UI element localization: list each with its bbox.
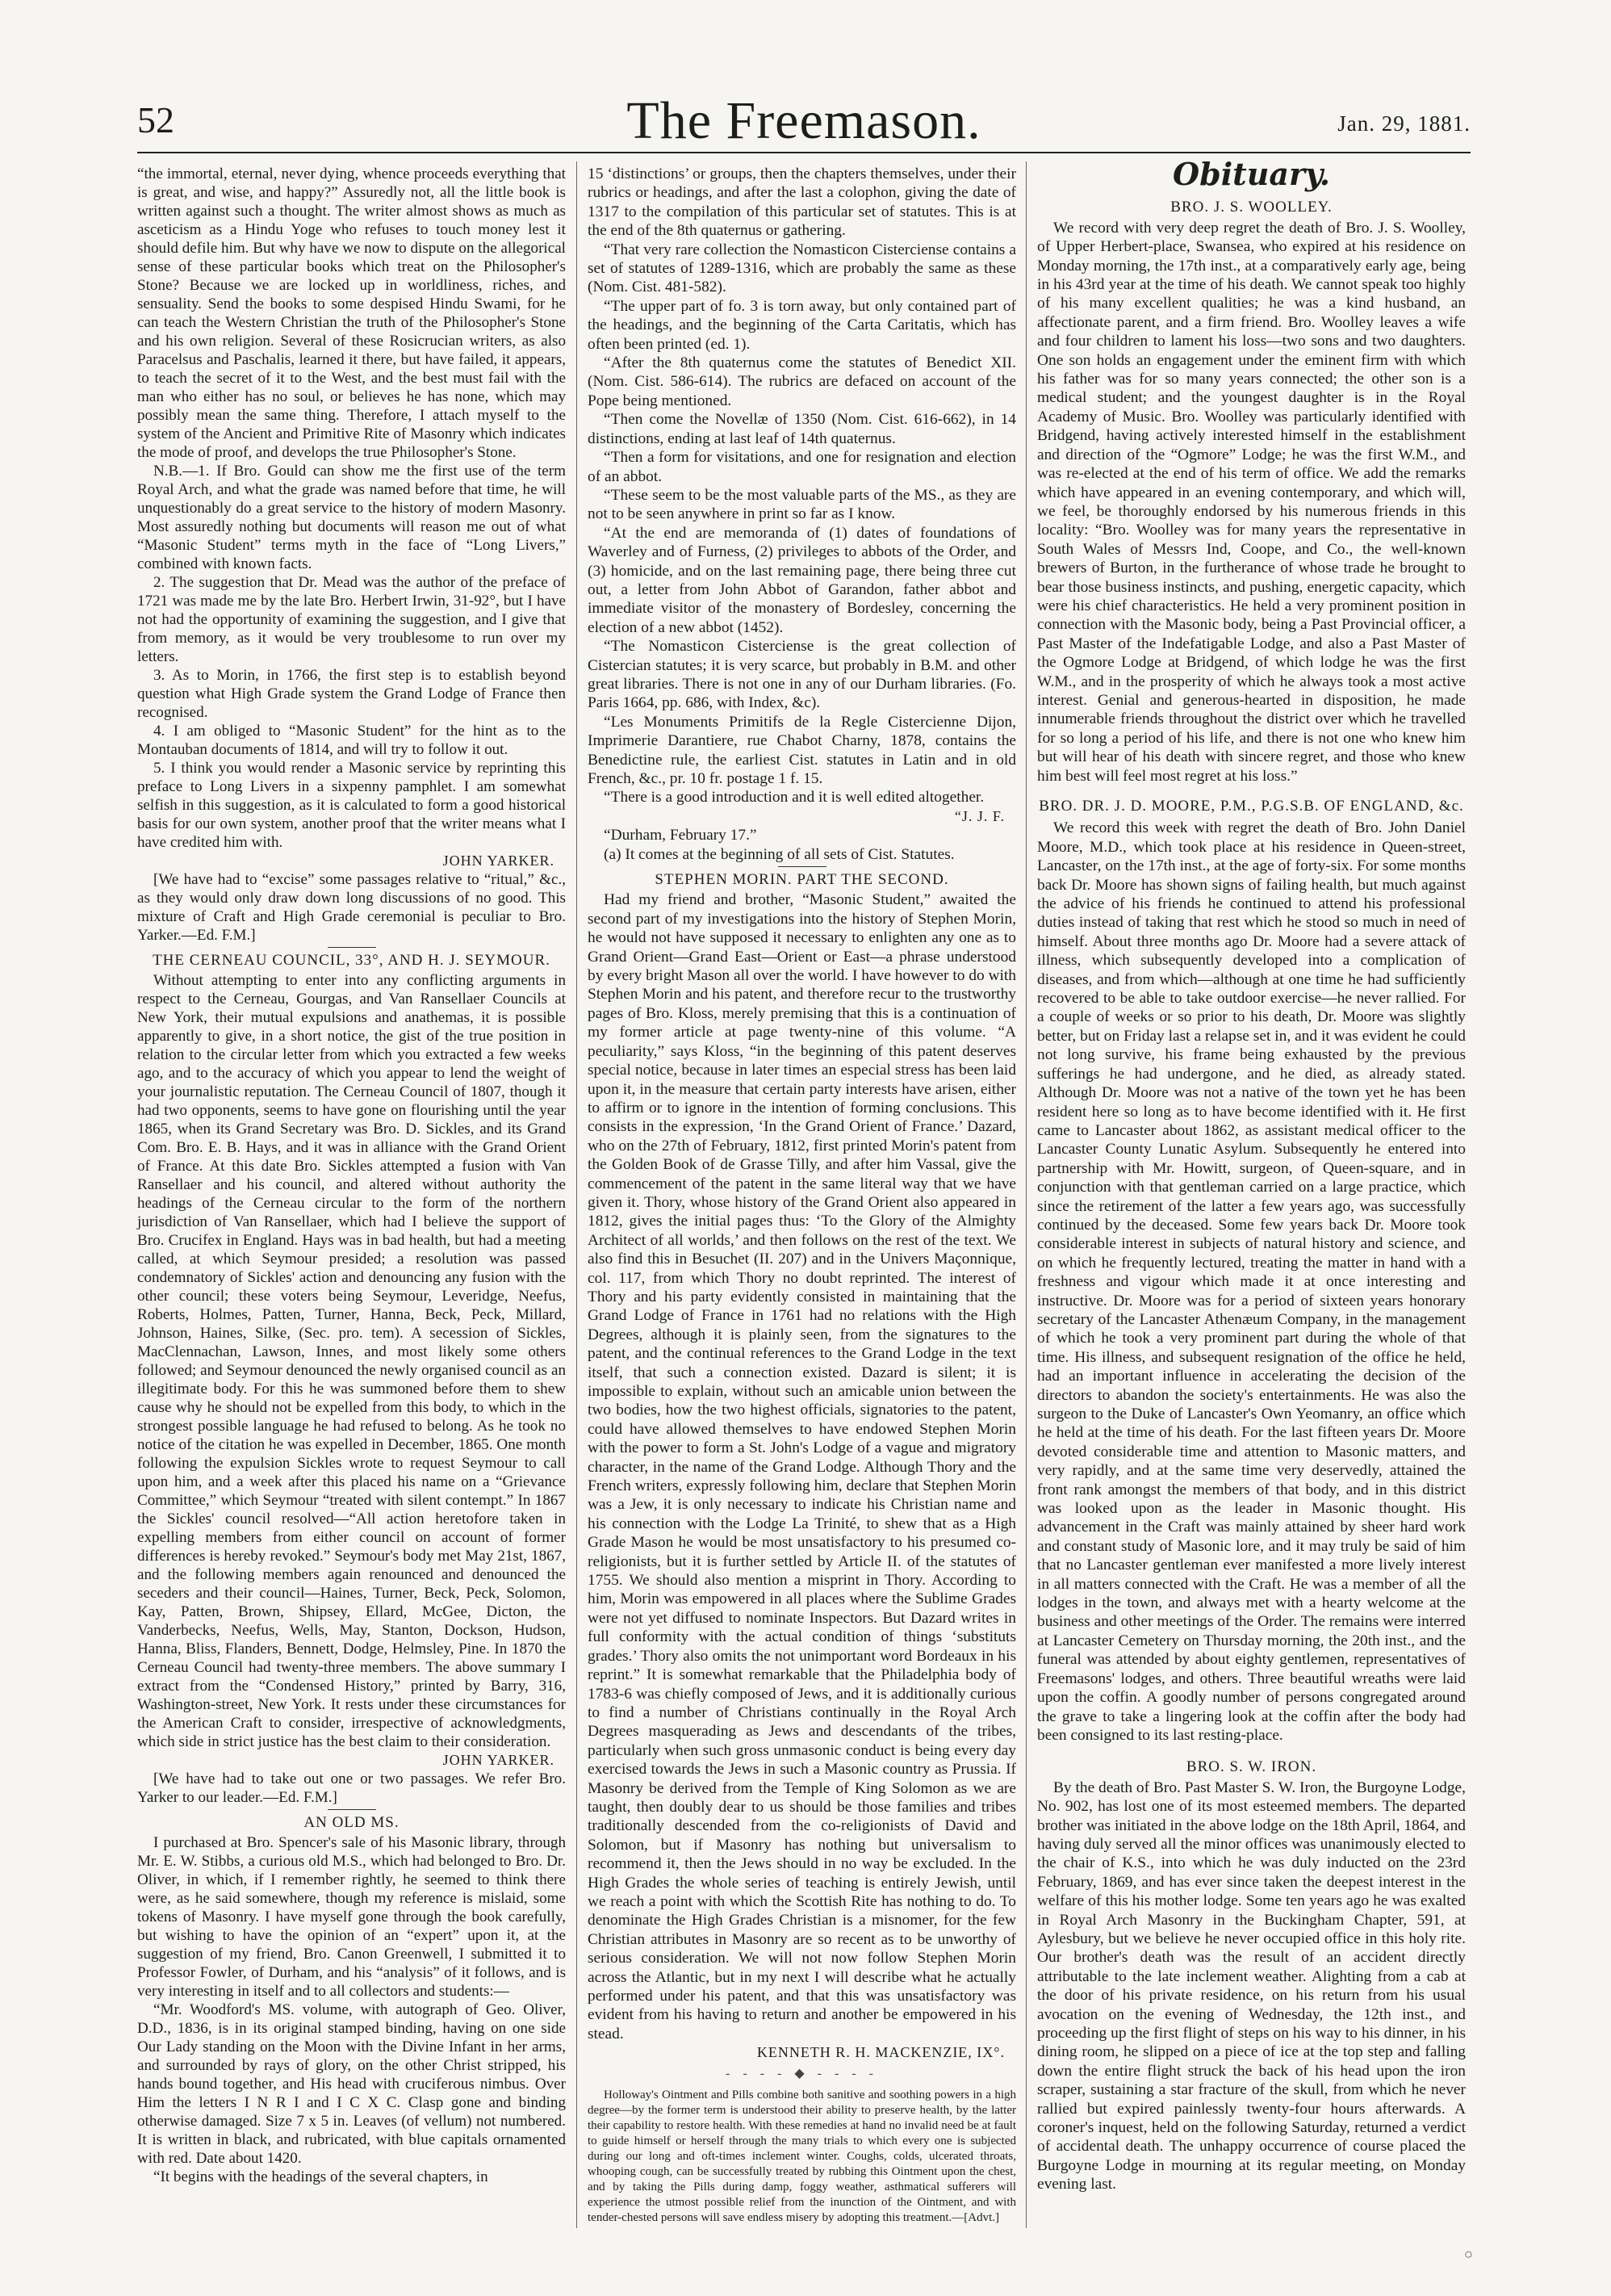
column-left <box>137 165 566 2186</box>
article-paragraph: 3. As to Morin, in 1766, the first step is to establish beyond question what High Grade system the Grand Lodge of France then recognised. <box>137 667 566 721</box>
article-paragraph: “These seem to be the most valuable parts of the MS., as they are not to be seen anywhere in print so far as I know. <box>588 486 1016 523</box>
masthead <box>137 90 1471 150</box>
newspaper-title: The Freemason. <box>626 91 981 150</box>
article-paragraph: “Les Monuments Primitifs de la Regle Cistercienne Dijon, Imprimerie Darantiere, rue Chabot Charny, 1878, contains the Benedictine rule, the earliest Cist. statutes in Latin and in old French, &c., pr. 10 fr. postage 1 f. 15. <box>588 713 1016 787</box>
article-paragraph: “The Nomasticon Cisterciense is the great collection of Cistercian statutes; it is very scarce, but probably in B.M. and other great libraries. There is not one in any of our Durham libraries. (Fo. Paris 1664, pp. 686, with Index, &c). <box>588 638 1016 712</box>
author-signature: JOHN YARKER. <box>442 853 554 869</box>
article-paragraph: “At the end are memoranda of (1) dates of foundations of Waverley and of Furness, (2) privileges to abbots of the Order, and (3) homicide, and on the last remaining page, there being three cut out, a letter from John Abbot of Garandon, father abbot and immediate visitor of the monastery of Bordesley, concerning the election of a new abbot (1452). <box>588 524 1016 636</box>
issue-date: Jan. 29, 1881. <box>1337 111 1471 136</box>
article-heading: BRO. J. S. WOOLLEY. <box>1170 199 1333 216</box>
article-paragraph: “The upper part of fo. 3 is torn away, but only contained part of the headings, and the beginning of the Carta Caritatis, which has often been printed (ed. 1). <box>588 297 1016 353</box>
article-paragraph: 4. I am obliged to “Masonic Student” for the hint as to the Montauban documents of 1814, and will try to follow it out. <box>137 723 566 758</box>
editor-note: [We have had to “excise” some passages relative to “ritual,” &c., as they would only draw down long discussions of no good. This mixture of Craft and High Grade ceremonial is peculiar to Bro. Yarker.—Ed. F.M.] <box>137 871 566 944</box>
article-heading: BRO. S. W. IRON. <box>1186 1758 1317 1776</box>
article-paragraph: “That very rare collection the Nomasticon Cisterciense contains a set of statutes of 1289-1316, which are probably the same as these (Nom. Cist. 481-582). <box>588 241 1016 296</box>
article-heading: STEPHEN MORIN. PART THE SECOND. <box>655 871 949 889</box>
article-heading: THE CERNEAU COUNCIL, 33°, AND H. J. SEYMOUR. <box>153 952 550 969</box>
editor-note: [We have had to take out one or two passages. We refer Bro. Yarker to our leader.—Ed. F.M.] <box>137 1770 566 1806</box>
section-divider <box>328 1809 376 1810</box>
article-paragraph: “It begins with the headings of the several chapters, in <box>153 2168 488 2185</box>
section-divider <box>778 866 826 867</box>
article-paragraph: “Then a form for visitations, and one for resignation and election of an abbot. <box>588 449 1016 485</box>
article-paragraph: We record this week with regret the death of Bro. John Daniel Moore, M.D., which took place at his residence in Queen-street, Lancaster, on the 17th inst., at the age of forty-six. For some months back Dr. Moore has shown signs of failing health, but much against the advice of his friends he continued to attend his professional duties instead of taking that rest which he stood so much in need of himself. About three months ago Dr. Moore had a severe attack of illness, which subsequently developed into a complication of diseases, and from which—although at one time he had sufficiently recovered to be able to take outdoor exercise—he never rallied. For a couple of weeks or so prior to his death, Dr. Moore was slightly better, but on Friday last a relapse set in, and it was evident he could not long survive, his frame being exhausted by the previous sufferings he had undergone, and he died, as already stated. Although Dr. Moore was not a native of the town yet he has been resident here so long as to have become identified with it. He first came to Lancaster about 1862, as assistant medical officer to the Lancaster County Lunatic Asylum. Subsequently he entered into partnership with Mr. Howitt, surgeon, of Queen-square, and in conjunction with that gentleman carried on a large practice, which since the retirement of the latter a few years ago, was successfully continued by the deceased. Some few years back Dr. Moore took considerable interest in subjects of natural history and science, and on which he frequently lectured, treating the matter in hand with a freshness and vigour which made it at once interesting and instructive. Dr. Moore was for a period of sixteen years honorary secretary of the Lancaster Athenæum Company, in the management of which he took a very prominent part during the whole of that time. His illness, and subsequent resignation of the office he held, had an important influence in accelerating the decision of the directors to abandon the society's entertainments. He was also the surgeon to the Duke of Lancaster's Own Yeomanry, an office which he held at the time of his death. For the last fifteen years Dr. Moore devoted considerable time and attention to Masonic matters, and very rapidly, and at the same time very deservedly, attained the front rank amongst the members of that body, and in this district was looked upon as the leader in Masonic thought. His advancement in the Craft was mainly attained by sheer hard work and constant study of Masonic lore, and it may truly be said of him that no Lancaster gentleman ever manifested a more lively interest in all matters connected with the Craft. He was a member of all the lodges in the town, and always met with a hearty welcome at the business and other meetings of the Order. The remains were interred at Lancaster Cemetery on Thursday morning, the 20th inst., and the funeral was attended by about eighty gentlemen, representatives of Freemasons' lodges, and others. Three beautiful wreaths were laid upon the coffin. A goodly number of persons congregated around the grave to take a lingering look at the coffin after the body had been consigned to its last resting-place. <box>1037 819 1466 1744</box>
masthead-rule <box>137 152 1471 153</box>
obituary-title: Obituary. <box>1173 156 1330 192</box>
page-number: 52 <box>137 99 174 140</box>
ornament-divider: - - - - ◆ - - - - <box>726 2066 878 2080</box>
column-divider <box>1026 161 1027 2228</box>
article-heading: BRO. DR. J. D. MOORE, P.M., P.G.S.B. OF ENGLAND, &c. <box>1039 798 1464 815</box>
column-divider <box>576 161 577 2228</box>
author-signature: “J. J. F. <box>954 807 1005 824</box>
page-mark: ○ <box>1464 2246 1473 2262</box>
column-right <box>1037 156 1466 2194</box>
article-paragraph: We record with very deep regret the death of Bro. J. S. Woolley, of Upper Herbert-place, Swansea, who expired at his residence on Monday morning, the 17th inst., at a comparatively early age, being in his 43rd year at the time of his death. We cannot speak too highly of his many excellent qualities; he was a kind husband, an affectionate parent, and a firm friend. Bro. Woolley leaves a wife and four children to lament his loss—two sons and two daughters. One son holds an engagement under the eminent firm with which his father was for so many years connected; the other son is a medical student; and the youngest daughter is in the Royal Academy of Music. Bro. Woolley was particularly identified with Bridgend, having actively interested himself in the establishment and direction of the “Ogmore” Lodge; he was the first W.M., and was re-elected at the end of his term of office. We add the remarks which have appeared in an evening contemporary, and which will, we feel, be thoroughly endorsed by his numerous friends in this locality: “Bro. Woolley was for many years the representative in South Wales of Messrs Ind, Coope, and Co., the well-known brewers of Burton, in the furtherance of whose trade he brought to bear those business instincts, and pushing, energetic capacity, which were his chief characteristics. He held a very prominent position in connection with the Masonic body, being a Past Provincial officer, a Past Master of the Indefatigable Lodge, and also a Past Master of the Ogmore Lodge at Bridgend, of which lodge he was the first W.M., and in the prosperity of which he always took a most active interest. Genial and generous-hearted in disposition, he made innumerable friends throughout the district over which he travelled for so long a period of his life, and there is not one who knew him but will hear of his death with sincere regret, and those who knew him best will feel most regret at his loss.” <box>1037 219 1466 785</box>
article-paragraph: N.B.—1. If Bro. Gould can show me the first use of the term Royal Arch, and what the grade was named before that time, he will unquestionably do a great service to the history of modern Masonry. Most assuredly nothing but documents will reason me out of what “Masonic Student” terms myth in the face of “Long Livers,” combined with known facts. <box>137 463 566 572</box>
article-paragraph: Had my friend and brother, “Masonic Student,” awaited the second part of my investigations into the history of Stephen Morin, he would not have supposed it necessary to enlighten any one as to Grand Orient—Grand East—Orient or East—a phrase understood by every bright Mason all over the world. I have however to do with Stephen Morin and his patent, and therefore recur to the trustworthy pages of Bro. Kloss, merely premising that this is a continuation of my former article at page twenty-nine of this volume. “A peculiarity,” says Kloss, “in the beginning of this patent deserves special notice, because in later times an especial stress has been laid upon it, in the measure that certain party interests have arisen, either to affirm or to ignore in the intention of forming conclusions. This consists in the expression, ‘In the Grand Orient of France.’ Dazard, who on the 27th of February, 1812, first printed Morin's patent from the Golden Book of de Grasse Tilly, and after him Vassal, give the commencement of the patent in the same literal way that we have given it. Thory, whose history of the Grand Orient also appeared in 1812, gives the initial pages thus: ‘To the Glory of the Almighty Architect of all worlds,’ and then follows on the rest of the text. We also find this in Besuchet (II. 207) and in the Univers Maçonnique, col. 117, from which Thory no doubt reprinted. The interest of Thory and his party evidently consisted in maintaining that the Grand Lodge of France in 1761 had no relations with the High Degrees, although it is plainly seen, from the signatures to the patent, and the continual references to the Grand Lodge in the text itself, that such a connection existed. Dazard is silent; it is impossible to explain, without such an amicable union between the two bodies, how the two highest officials, signatories to the patent, could have allowed themselves to have endowed Stephen Morin with the power to form a St. John's Lodge of a vague and migratory character, in the name of the Grand Lodge. Although Thory and the French writers, expressly following him, declare that Stephen Morin was a Jew, it is only necessary to indicate his Christian name and his connection with the Lodge La Trinité, to shew that as a High Grade Mason he would be most unsatisfactory to his presumed co-religionists, but it is further settled by Article II. of the statutes of 1755. We should also mention a misprint in Thory. According to him, Morin was empowered in all places where the Sublime Grades were not yet diffused to nominate Inspectors. But Dazard writes in full conformity with the actual condition of things ‘substituts grades.’ Thory also omits the not unimportant word Bordeaux in his reprint.” It is somewhat remarkable that the Philadelphia body of 1783-6 was chiefly composed of Jews, and it is additionally curious to find a number of Christians continually in the Royal Arch Degrees masquerading as Jews and descendants of the tribes, particularly when such gross unmasonic conduct is being every day exercised towards the Jews in such a Masonic country as Prussia. If Masonry be derived from the Temple of King Solomon as we are taught, then doubly dear to us should be those families and tribes traditionally descended from the co-religionists of David and Solomon, but if Masonry has nothing but universalism to recommend it, then the Jews should in no way be excluded. In the High Grades the whole series of teaching is entirely Jewish, until we reach a point with which the Scottish Rite has nothing to do. To denominate the High Grades Christian is a misnomer, for the few Christian attributes in Masonry are so recent as to be unworthy of serious consideration. We will not now follow Stephen Morin across the Atlantic, but in my next I will describe what he actually performed under his patent, and that this was unsatisfactory was evident from his having to return and another be empowered in his stead. <box>588 891 1016 2043</box>
section-divider <box>328 947 376 948</box>
article-paragraph: By the death of Bro. Past Master S. W. Iron, the Burgoyne Lodge, No. 902, has lost one of its most esteemed members. The departed brother was initiated in the above lodge on the 18th April, 1864, and having duly served all the minor offices was unanimously elected to the chair of K.S., into which he was duly inducted on the 23rd February, 1869, and has ever since taken the deepest interest in the welfare of this his mother lodge. Some ten years ago he was exalted in Royal Arch Masonry in the Buckingham Chapter, 591, at Aylesbury, but we believe he never occupied office in this holy rite. Our brother's death was the result of an accident directly attributable to the late inclement weather. Alighting from a cab at the door of his private residence, on his return from his usual avocation on the evening of Wednesday, the 12th inst., and proceeding up the first flight of steps on his way to his dinner, in his dining room, he slipped on a piece of ice at the top step and falling down the entire flight struck the back of his head upon the iron scraper, sustaining a star fracture of the skull, from which he never rallied but expired painlessly twenty-four hours afterwards. A coroner's inquest, held on the following Saturday, returned a verdict of accidental death. The unhappy occurrence of course placed the Burgoyne Lodge in mourning at its regular meeting, on Monday evening last. <box>1037 1779 1466 2193</box>
article-paragraph: I purchased at Bro. Spencer's sale of his Masonic library, through Mr. E. W. Stibbs, a curious old M.S., which had belonged to Bro. Dr. Oliver, in which, if I remember rightly, he seemed to think there were, as he said somewhere, though my reference is mislaid, some tokens of Masonry. I have myself gone through the book carefully, but wishing to have the opinion of an “expert” upon it, at the suggestion of my friend, Bro. Canon Greenwell, I submitted it to Professor Fowler, of Durham, and his “analysis” of it follows, and is very interesting in itself and to all collectors and students:— <box>137 1834 566 2000</box>
article-paragraph: Without attempting to enter into any conflicting arguments in respect to the Cerneau, Gourgas, and Van Ransellaer Councils at New York, their mutual expulsions and anathemas, it is possible apparently to give, in a short notice, the gist of the true position in relation to the circular letter from which you extracted a few weeks ago, and to the accuracy of which you appear to lend the weight of your journalistic reputation. The Cerneau Council of 1807, though it had two opponents, seems to have gone on flourishing until the year 1865, when its Grand Secretary was Bro. D. Sickles, and its Grand Com. Bro. E. B. Hays, and it was in alliance with the Grand Orient of France. At this date Bro. Sickles attempted a fusion with Van Ransellaer and his council, and altered without authority the headings of the Cerneau circular to the form of the northern jurisdiction of Van Ransellaer, which had I believe the support of Bro. Crucifex in England. Hays was in bad health, but had a meeting called, at which Seymour presided; a resolution was passed condemnatory of Sickles' action and denouncing any fusion with the other council; these voters being Seymour, Leveridge, Neefus, Roberts, Holmes, Patten, Turner, Hanna, Beck, Peck, Millard, Johnson, Haines, Silke, (Sec. pro. tem). A secession of Sickles, MacClennachan, Lawson, Innes, and most likely some others followed; and Seymour denounced the newly organised council as an illegitimate body. For this he was summoned before them to shew cause why he should not be expelled from this body, to which in the strongest possible language he had refused to belong. As he took no notice of the citation he was expelled in December, 1865. One month following the expulsion Sickles wrote to request Seymour to call upon him, and a week after this placed his name on a “Grievance Committee,” which Seymour “treated with silent contempt.” In 1867 the Sickles' council resolved—“All action heretofore taken in expelling members from either council on account of former differences is hereby revoked.” Seymour's body met May 21st, 1867, and the following members again renounced and denounced the seceders and their council—Haines, Turner, Beck, Peck, Solomon, Kay, Patten, Brown, Shipsey, Ellard, McGee, Dicton, the Vanderbecks, Neefus, Wells, May, Stanton, Dockson, Hudson, Hanna, Bliss, Flanders, Bennett, Dodge, Helmsley, Pine. In 1870 the Cerneau Council had twenty-three members. The above summary I extract from the “Condensed History,” printed by Barry, 316, Washington-street, New York. It rests under these circumstances for the American Craft to consider, irrespective of acknowledgments, which side in strict justice has the best claim to their consideration. <box>137 972 566 1750</box>
author-signature: JOHN YARKER. <box>442 1752 554 1768</box>
article-paragraph: “Mr. Woodford's MS. volume, with autograph of Geo. Oliver, D.D., 1836, is in its original stamped binding, having on one side Our Lady standing on the Moon with the Divine Infant in her arms, and surrounded by rays of glory, on the other Christ stripped, his hands bound together, and His head with cruciferous nimbus. Over Him the letters I N R I and I C X C. Clasp gone and binding otherwise damaged. Size 7 x 5 in. Leaves (of vellum) not numbered. It is written in black, and rubricated, with blue capitals ornamented with red. Date about 1420. <box>137 2001 566 2167</box>
article-paragraph: “Then come the Novellæ of 1350 (Nom. Cist. 616-662), in 14 distinctions, ending at last leaf of 14th quaternus. <box>588 411 1016 447</box>
article-paragraph: “After the 8th quaternus come the statutes of Benedict XII. (Nom. Cist. 586-614). The rubrics are defaced on account of the Pope being mentioned. <box>588 354 1016 409</box>
article-heading: AN OLD MS. <box>303 1814 400 1831</box>
advertisement: Holloway's Ointment and Pills combine both sanitive and soothing powers in a high degree—by the former term is understood their ability to preserve health, by the latter their capability to restore health. With these remedies at hand no invalid need be at fault to guide himself or herself through the many trials to which every one is subjected during our long and oft-times inclement winter. Coughs, colds, ulcerated throats, whooping cough, can be successfully treated by rubbing this Ointment upon the chest, and by taking the Pills during damp, foggy weather, asthmatical sufferers will experience the utmost possible relief from the inunction of the Ointment, and with tender-chested persons will save endless misery by adopting this treatment.—[Advt.] <box>588 2089 1016 2225</box>
article-paragraph: “There is a good introduction and it is well edited altogether. <box>604 789 985 807</box>
footnote: (a) It comes at the beginning of all sets of Cist. Statutes. <box>604 845 955 863</box>
dateline: “Durham, February 17.” <box>604 827 757 844</box>
column-middle <box>588 165 1016 2226</box>
author-signature: KENNETH R. H. MACKENZIE, IX°. <box>756 2044 1005 2061</box>
article-paragraph: “the immortal, eternal, never dying, whence proceeds everything that is great, and wise, and happy?” Assuredly not, all the little book is written against such a thought. The writer almost shows as much as asceticism as a Hindu Yoge who refuses to touch money lest it should defile him. But why have we now to dispute on the allegorical sense of these particular books which treat on the Philosopher's Stone? Because we are locked up in worldliness, riches, and sensuality. Send the books to some despised Hindu Swami, for he can teach the Western Christian the truth of the Philosopher's Stone and his own religion. Several of these Rosicrucian writers, as also Paracelsus and Paschalis, learned it there, but have failed, it appears, to teach the secret of it to the West, and the best must fail with the man who either has no soul, or believes he has none, which may possibly mean the same thing. Therefore, I attach myself to the system of the Ancient and Primitive Rite of Masonry which indicates the mode of proof, and develops the true Philosopher's Stone. <box>137 165 566 461</box>
article-paragraph: 2. The suggestion that Dr. Mead was the author of the preface of 1721 was made me by the late Bro. Herbert Irwin, 31-92°, but I have not had the opportunity of examining the suggestion, and I give that from memory, as it would be very troublesome to run over my letters. <box>137 574 566 665</box>
article-paragraph: 15 ‘distinctions’ or groups, then the chapters themselves, under their rubrics or headings, and after the last a colophon, giving the date of 1317 to the compilation of this particular set of statutes. This is at the end of the 8th quaternus or gathering. <box>588 165 1016 240</box>
article-paragraph: 5. I think you would render a Masonic service by reprinting this preface to Long Livers in a sixpenny pamphlet. I am somewhat selfish in this suggestion, as it is calculated to form a good historical basis for our own system, another proof that the writer means what I have credited him with. <box>137 760 566 851</box>
